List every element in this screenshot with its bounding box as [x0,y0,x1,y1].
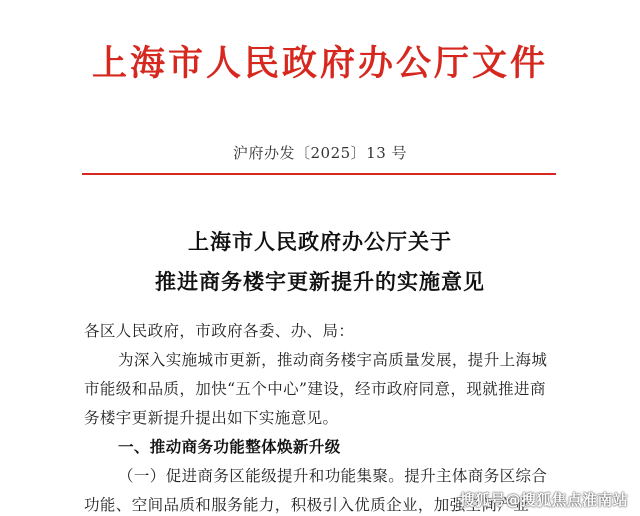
intro-paragraph-line-3: 务楼宇更新提升提出如下实施意见。 [84,409,339,427]
section-heading-1: 一、推动商务功能整体焕新升级 [118,438,341,456]
document-number: 沪府办发〔2025〕13 号 [232,144,408,162]
intro-paragraph-line-1: 为深入实施城市更新，推动商务楼宇高质量发展，提升上海城 [118,351,548,369]
subsection-1-line-1: （一）促进商务区能级提升和功能集聚。提升主体商务区综合 [118,467,548,485]
watermark-label: 搜狐号@搜狐焦点淮南站 [459,491,628,509]
intro-paragraph-line-2: 市能级和品质，加快“五个中心”建设，经市政府同意，现就推进商 [84,380,546,398]
subsection-1-line-2: 功能、空间品质和服务能力，积极引入优质企业，加强空间产业 [84,496,530,514]
addressee: 各区人民政府，市政府各委、办、局： [84,322,355,340]
red-divider-line [82,173,556,175]
issuer-header: 上海市人民政府办公厅文件 [91,43,548,84]
document-title-line-1: 上海市人民政府办公厅关于 [188,230,452,254]
document-title-line-2: 推进商务楼宇更新提升的实施意见 [155,270,485,294]
